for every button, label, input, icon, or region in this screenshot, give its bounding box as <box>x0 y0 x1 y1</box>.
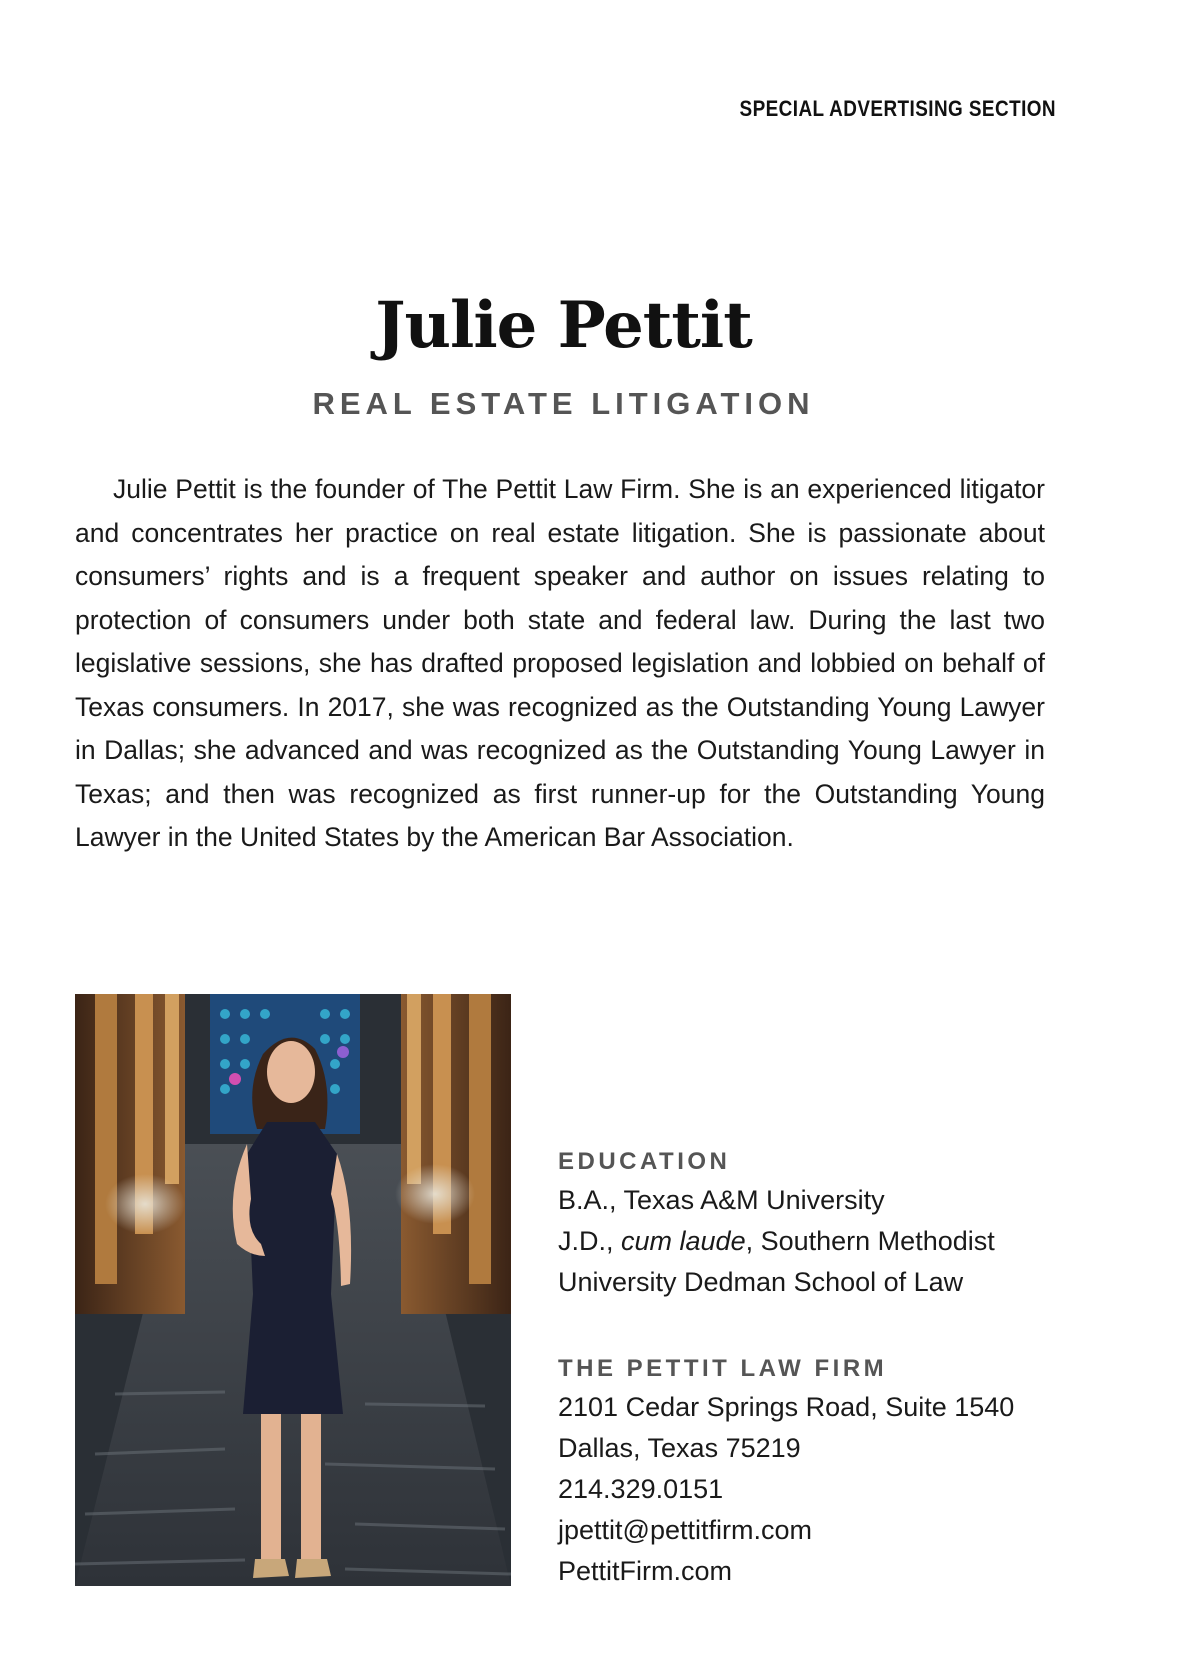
firm-address-line1: 2101 Cedar Springs Road, Suite 1540 <box>558 1392 1015 1422</box>
jd-honor: cum laude <box>621 1226 746 1256</box>
jd-prefix: J.D., <box>558 1226 622 1256</box>
education-ba: B.A., Texas A&M University <box>558 1185 885 1215</box>
firm-section <box>558 1355 1078 1592</box>
firm-phone: 214.329.0151 <box>558 1474 724 1504</box>
firm-email[interactable]: jpettit@pettitfirm.com <box>558 1515 812 1545</box>
firm-heading: THE PETTIT LAW FIRM <box>558 1355 888 1382</box>
bio-paragraph: Julie Pettit is the founder of The Pettit Law Firm. She is an experienced litigator and concentrates her practice on real estate litigation. She is passionate about consumers’ rights and is a frequent speaker and author on issues relating to protection of consumers under both state and federal law. During the last two legislative sessions, she has drafted proposed legislation and lobbied on behalf of Texas consumers. In 2017, she was recognized as the Outstanding Young Lawyer in Dallas; she advanced and was recognized as the Outstanding Young Lawyer in Texas; and then was recognized as first runner-up for the Outstanding Young Lawyer in the United States by the American Bar Association. <box>75 474 1045 852</box>
education-jd <box>558 1221 1078 1262</box>
attorney-photo <box>75 994 511 1586</box>
practice-area: REAL ESTATE LITIGATION <box>312 386 815 421</box>
section-label: SPECIAL ADVERTISING SECTION <box>739 96 1056 121</box>
attorney-name: Julie Pettit <box>375 288 752 363</box>
education-heading: EDUCATION <box>558 1148 731 1175</box>
firm-address-line2: Dallas, Texas 75219 <box>558 1433 801 1463</box>
firm-website[interactable]: PettitFirm.com <box>558 1556 733 1586</box>
education-section <box>558 1148 1078 1303</box>
education-jd-school-cont: University Dedman School of Law <box>558 1267 964 1297</box>
jd-school: , Southern Methodist <box>745 1226 995 1256</box>
